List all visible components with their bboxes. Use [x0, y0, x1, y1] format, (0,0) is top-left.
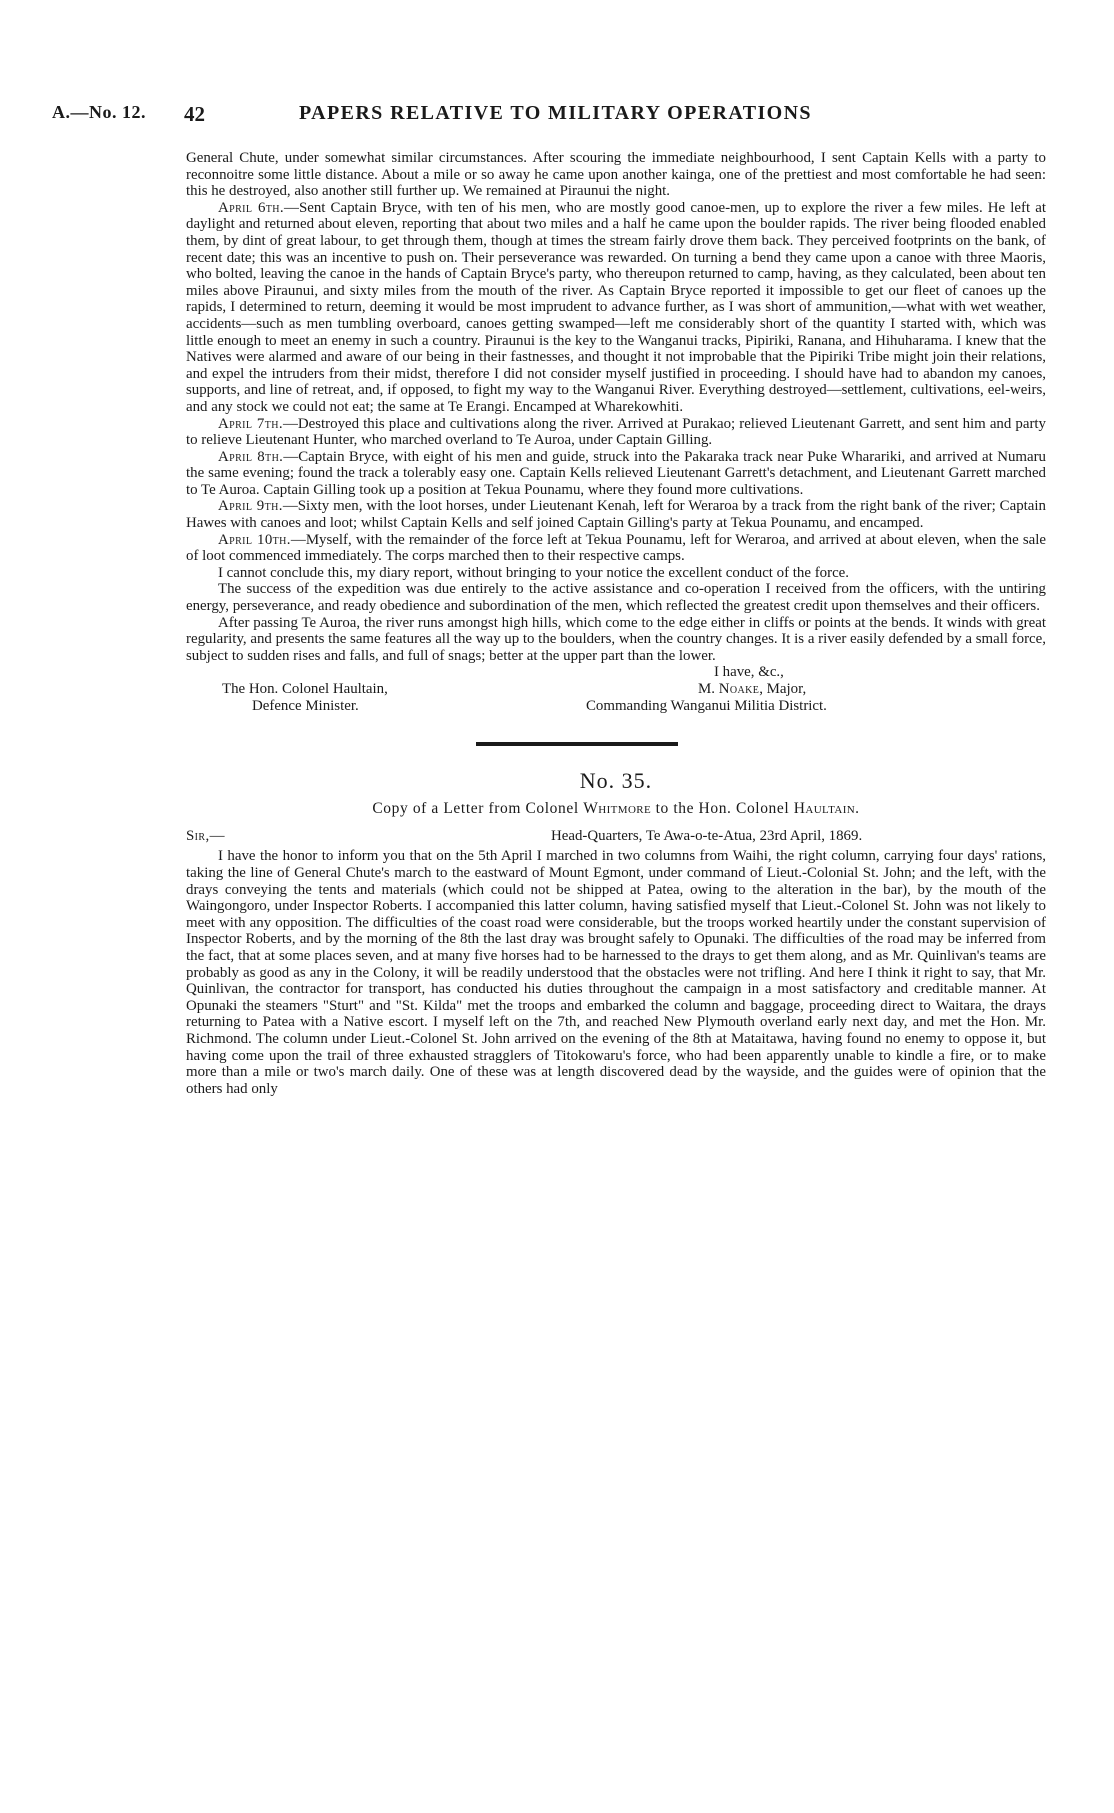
running-title: PAPERS RELATIVE TO MILITARY OPERATIONS [299, 102, 812, 124]
entry-text: —Myself, with the remainder of the force left at Tekua Pounamu, left for Weraroa, and arrived at about eleven, when the sale of loot commenced immediately. The corps marched then to their respective camps. [186, 531, 1046, 565]
diary-entry-april-9 [186, 498, 1046, 531]
entry-date: April 10th. [218, 531, 291, 548]
entry-text: —Sixty men, with the loot horses, under Lieutenant Kenah, left for Weraroa by a track from the right bank of the river; Captain Hawes with canoes and loot; whilst Captain Kells and self joined Captain Gilling's party at Tekua Pounamu, and encamped. [186, 498, 1046, 532]
diary-entry-april-6 [186, 200, 1046, 416]
addressee-title: Defence Minister. [252, 697, 359, 714]
document-reference: A.—No. 12. [52, 102, 146, 122]
page-header [52, 98, 1052, 132]
diary-paragraph: I cannot conclude this, my diary report, without bringing to your notice the excellent conduct of the force. [218, 564, 850, 581]
entry-date: April 9th. [218, 498, 283, 515]
diary-entry-april-8 [186, 449, 1046, 499]
entry-text: —Sent Captain Bryce, with ten of his men, who are mostly good canoe-men, up to explore the river a few miles. He left at daylight and returned about eleven, reporting that about two miles and a half he came upon the boulder rapids. The river being flooded enabled them, by dint of great labour, to get through them, though at times the stream fairly drove them back. They perceived footprints on the bank, of recent date; this was an incentive to push on. Their perseverance was rewarded. On turning a bend they came upon a canoe with three Maoris, who bolted, leaving the canoe in the hands of Captain Bryce's party, who thereupon returned to camp, having, as they calculated, been about ten miles above Piraunui, and sixty miles from the mouth of the river. As Captain Bryce reported it impossible to get our fleet of canoes up the rapids, I determined to return, deeming it would be most imprudent to advance further, as I was short of ammunition,—what with wet weather, accidents—such as men tumbling overboard, canoes getting swamped—left me considerably short of the quantity I started with, which was little enough to meet an enemy in such a country. Piraunui is the key to the Wanganui tracks, Pipiriki, Ranana, and Hihuharama. I knew that the Natives were alarmed and aware of our being in their fastnesses, and thought it not improbable that the Pipiriki Tribe might join their relations, and expel the intruders from their midst, therefore I did not consider myself justified in proceeding. I should have had to abandon my canoes, supports, and line of retreat, and, if opposed, to fight my way to the Wanganui River. Everything destroyed—settlement, cultivations, eel-weirs, and any stock we could not eat; the same at Te Erangi. Encamped at Wharekowhiti. [186, 199, 1046, 415]
diary-entry-april-7 [186, 416, 1046, 449]
dateline: Head-Quarters, Te Awa-o-te-Atua, 23rd April, 1869. [551, 828, 863, 845]
diary-paragraph: General Chute, under somewhat similar circumstances. After scouring the immediate neighbourhood, I sent Captain Kells with a party to reconnoitre some little distance. About a mile or so away he came upon another kainga, one of the prettiest and most comfortable he had seen: this he destroyed, also another still further up. We remained at Piraunui the night. [186, 150, 1046, 200]
entry-date: April 7th. [218, 415, 283, 432]
closing-formula: I have, &c., [714, 664, 784, 681]
signer-title: Commanding Wanganui Militia District. [586, 697, 827, 714]
diary-paragraph: After passing Te Auroa, the river runs amongst high hills, which come to the edge either in cliffs or points at the bends. It winds with great regularity, and presents the same features all the way up to the boulders, when the country changes. It is a river easily defended by a small force, subject to sudden rises and falls, and full of snags; better at the upper part than the lower. [186, 614, 1046, 664]
addressee-name: The Hon. Colonel Haultain, [222, 681, 388, 697]
salutation: Sir,— [186, 828, 225, 845]
entry-text: —Captain Bryce, with eight of his men and guide, struck into the Pakaraka track near Puke Wharariki, and arrived at Numaru the same evening; found the track a tolerably easy one. Captain Kells relieved Lieutenant Garrett's detachment, and Lieutenant Garrett marched to Te Auroa. Captain Gilling took up a position at Tekua Pounamu, where they found more cultivations. [186, 448, 1046, 498]
diary-entry-april-10 [186, 532, 1046, 565]
signer-name: M. Noake, Major, [698, 681, 807, 697]
signature-block [186, 664, 1046, 714]
letter-paragraph: I have the honor to inform you that on the 5th April I marched in two columns from Waihi, the right column, carrying four days' rations, taking the line of General Chute's march to the eastward of Mount Egmont, under command of Lieut.-Colonial St. John; and the left, with the drays conveying the tents and materials (which could not be shipped at Patea, owing to the alteration in the bar), by the mouth of the Waingongoro, under Inspector Roberts. I accompanied this latter column, having satisfied myself that Lieut.-Colonel St. John was not likely to meet with any opposition. The difficulties of the coast road were considerable, but the troops worked heartily under the constant supervision of Inspector Roberts, and by the morning of the 8th the last dray was brought safely to Opunaki. The difficulties of the road may be inferred from the fact, that at some places seven, and at many five horses had to be harnessed to the drays to get them along, and as Mr. Quinlivan's teams are probably as good as any in the Colony, it will be readily understood that the obstacles were not trifling. And here I think it right to say, that Mr. Quinlivan, the contractor for transport, has conducted his duties throughout the campaign in a most satisfactory and creditable manner. At Opunaki the steamers "Sturt" and "St. Kilda" met the troops and embarked the column and baggage, proceeding direct to Waitara, the drays returning to Patea with a Native escort. I myself left on the 7th, and reached New Plymouth overland early next day, and met the Hon. Mr. Richmond. The column under Lieut.-Colonel St. John arrived on the evening of the 8th at Mataitawa, having found no enemy to oppose it, but having come upon the trail of three exhausted stragglers of Titokowaru's force, who had been apparently unable to kindle a fire, or to make more than a mile or two's march daily. One of these was at length discovered dead by the wayside, and the guides were of opinion that the others had only [186, 848, 1046, 1097]
letter-title: Copy of a Letter from Colonel Whitmore to the Hon. Colonel Haultain. [372, 800, 860, 818]
salutation-line [186, 828, 1046, 848]
page-number: 42 [184, 102, 205, 126]
section-divider [476, 742, 678, 746]
diary-paragraph: The success of the expedition was due entirely to the active assistance and co-operation I received from the officers, with the untiring energy, perseverance, and ready obedience and subordination of the men, which reflected the greatest credit upon themselves and their officers. [186, 581, 1046, 615]
entry-date: April 6th. [218, 199, 285, 216]
entry-text: —Destroyed this place and cultivations along the river. Arrived at Purakao; relieved Lieutenant Garrett, and sent him and party to relieve Lieutenant Hunter, who marched overland to Te Auroa, under Captain Gilling. [186, 415, 1046, 449]
page-body [186, 150, 1046, 1097]
entry-date: April 8th. [218, 448, 284, 465]
letter-number: No. 35. [579, 768, 653, 794]
